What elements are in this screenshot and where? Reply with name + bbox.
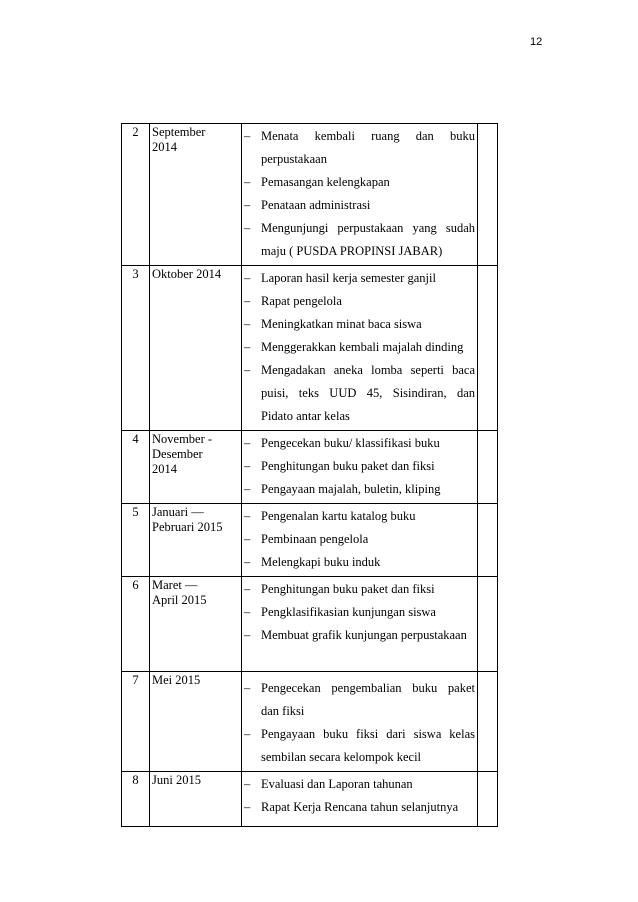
activity-continuation [244,746,475,769]
activity-text: Pemasangan kelengkapan [261,175,390,189]
dash-bullet: – [244,436,251,450]
activity-first-line [244,432,475,455]
month-cell [150,266,242,431]
notes-cell [478,266,498,431]
dash-bullet: – [244,555,251,569]
activity-item [244,773,475,796]
activity-first-line [244,336,475,359]
notes-cell [478,672,498,772]
activity-text: Pidato antar kelas [261,409,350,423]
dash-bullet: – [244,605,251,619]
activity-first-line [244,796,475,819]
row-number: 8 [122,772,150,827]
activity-first-line [244,677,475,700]
dash-bullet: – [244,363,251,377]
activity-text: maju ( PUSDA PROPINSI JABAR) [261,244,443,258]
month-line: 2014 [152,140,177,154]
dash-bullet: – [244,777,251,791]
dash-bullet: – [244,459,251,473]
activity-item [244,455,475,478]
dash-bullet: – [244,340,251,354]
activity-first-line [244,578,475,601]
notes-cell [478,577,498,672]
activity-text: dan fiksi [261,704,305,718]
activity-text: Laporan hasil kerja semester ganjil [261,271,436,285]
activity-text: Melengkapi buku induk [261,555,381,569]
notes-cell [478,504,498,577]
notes-cell [478,772,498,827]
row-number: 7 [122,672,150,772]
dash-bullet: – [244,198,251,212]
month-cell [150,577,242,672]
activity-item [244,194,475,217]
dash-bullet: – [244,681,251,695]
month-line: Maret — [152,578,198,592]
dash-bullet: – [244,482,251,496]
activity-item [244,677,475,723]
dash-bullet: – [244,800,251,814]
activity-text: puisi, teks UUD 45, Sisindiran, dan [261,386,475,400]
activity-text: Mengunjungi perpustakaan yang sudah [261,221,475,235]
activity-item [244,313,475,336]
activity-text: Meningkatkan minat baca siswa [261,317,422,331]
month-line: Januari — [152,505,204,519]
activities-cell [242,431,478,504]
dash-bullet: – [244,582,251,596]
month-line: Juni 2015 [152,773,201,787]
activity-item [244,336,475,359]
activities-cell [242,772,478,827]
activity-text: Penataan administrasi [261,198,371,212]
activities-cell [242,124,478,266]
month-line: September [152,125,206,139]
dash-bullet: – [244,175,251,189]
activity-item [244,432,475,455]
activity-text: Penghitungan buku paket dan fiksi [261,582,435,596]
table-row [122,672,498,772]
activity-item [244,528,475,551]
activity-continuation [244,240,475,263]
schedule-body [122,124,498,827]
activity-first-line [244,723,475,746]
row-number: 6 [122,577,150,672]
activity-text: Pengecekan buku/ klassifikasi buku [261,436,440,450]
activity-first-line [244,478,475,501]
activity-first-line [244,171,475,194]
activity-first-line [244,455,475,478]
activities-cell [242,672,478,772]
activities-cell [242,504,478,577]
activity-item [244,578,475,601]
activities-cell [242,266,478,431]
activity-text: Menggerakkan kembali majalah dinding [261,340,464,354]
activity-item [244,624,475,647]
row-number: 3 [122,266,150,431]
activities-cell [242,577,478,672]
notes-cell [478,431,498,504]
activity-first-line [244,359,475,382]
activity-text: Pengayaan majalah, buletin, kliping [261,482,441,496]
activity-text: Pengayaan buku fiksi dari siswa kelas [261,727,475,741]
activity-text: Mengadakan aneka lomba seperti baca [261,363,475,377]
dash-bullet: – [244,271,251,285]
activity-text: Membuat grafik kunjungan perpustakaan [261,628,467,642]
activity-first-line [244,194,475,217]
notes-cell [478,124,498,266]
activity-item [244,551,475,574]
month-line: 2014 [152,462,177,476]
activity-item [244,171,475,194]
activity-item [244,796,475,819]
activity-continuation [244,148,475,171]
table-row [122,431,498,504]
dash-bullet: – [244,509,251,523]
activity-item [244,125,475,171]
month-cell [150,124,242,266]
activity-first-line [244,773,475,796]
activity-item [244,267,475,290]
activity-text: Evaluasi dan Laporan tahunan [261,777,413,791]
activity-first-line [244,505,475,528]
activity-text: Penghitungan buku paket dan fiksi [261,459,435,473]
activity-continuation [244,382,475,405]
activity-first-line [244,267,475,290]
month-line: November - [152,432,213,446]
activity-first-line [244,125,475,148]
dash-bullet: – [244,129,251,143]
dash-bullet: – [244,221,251,235]
row-number: 5 [122,504,150,577]
activity-first-line [244,601,475,624]
month-cell [150,672,242,772]
dash-bullet: – [244,727,251,741]
table-row [122,772,498,827]
month-line: Oktober 2014 [152,267,222,281]
activity-text: Rapat pengelola [261,294,342,308]
dash-bullet: – [244,317,251,331]
month-line: Pebruari 2015 [152,520,223,534]
activity-text: Pengenalan kartu katalog buku [261,509,416,523]
table-row [122,124,498,266]
table-row [122,266,498,431]
activity-text: Pengecekan pengembalian buku paket [261,681,475,695]
activity-item [244,505,475,528]
activity-schedule-table [121,123,498,827]
page-number: 12 [530,36,543,48]
activity-text: perpustakaan [261,152,327,166]
activity-first-line [244,624,475,647]
activity-item [244,723,475,769]
month-cell [150,772,242,827]
table-row [122,577,498,672]
activity-first-line [244,528,475,551]
activity-text: Rapat Kerja Rencana tahun selanjutnya [261,800,459,814]
activity-first-line [244,551,475,574]
activity-text: Pengklasifikasian kunjungan siswa [261,605,436,619]
dash-bullet: – [244,294,251,308]
activity-item [244,217,475,263]
row-number: 4 [122,431,150,504]
dash-bullet: – [244,532,251,546]
table-row [122,504,498,577]
month-line: Mei 2015 [152,673,201,687]
month-line: Desember [152,447,203,461]
activity-first-line [244,290,475,313]
activity-item [244,478,475,501]
activity-item [244,290,475,313]
activity-text: sembilan secara kelompok kecil [261,750,422,764]
activity-first-line [244,217,475,240]
dash-bullet: – [244,628,251,642]
activity-text: Pembinaan pengelola [261,532,369,546]
activity-item [244,601,475,624]
activity-first-line [244,313,475,336]
row-number: 2 [122,124,150,266]
month-line: April 2015 [152,593,207,607]
activity-continuation [244,700,475,723]
month-cell [150,504,242,577]
activity-continuation [244,405,475,428]
activity-text: Menata kembali ruang dan buku [261,129,475,143]
month-cell [150,431,242,504]
activity-item [244,359,475,428]
